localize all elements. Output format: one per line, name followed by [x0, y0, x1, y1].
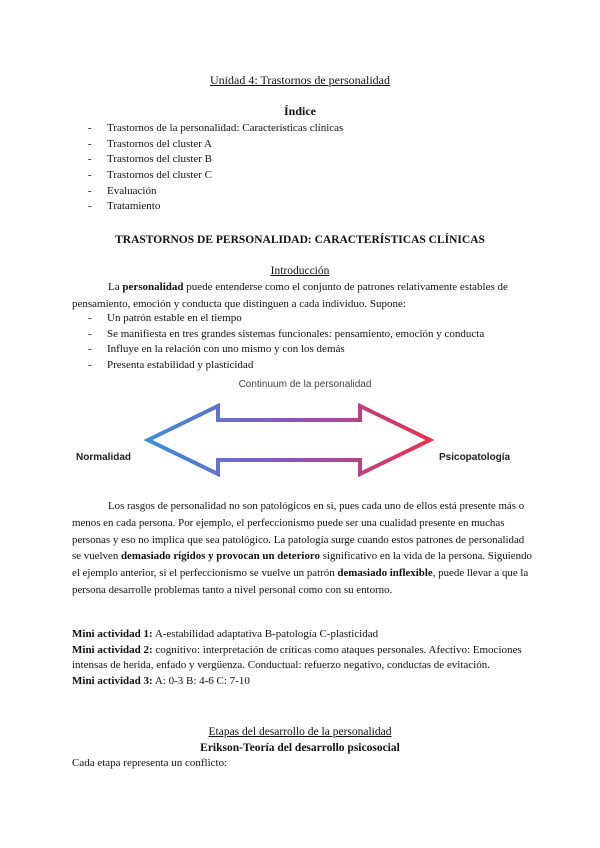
list-item: - Un patrón estable en el tiempo: [88, 312, 242, 324]
double-arrow-icon: [70, 375, 540, 490]
closing-text: Cada etapa representa un conflicto:: [72, 757, 228, 769]
intro-title: Introducción: [270, 265, 330, 277]
intro-paragraph: La personalidad puede entenderse como el conjunto de patrones relativamente estables de pensamiento, emoción y conducta que distinguen a cada individuo. Supone:: [72, 281, 508, 310]
list-item: - Trastornos del cluster B: [88, 153, 213, 166]
list-item: - Tratamiento: [88, 200, 161, 213]
list-item: - Evaluación: [88, 184, 157, 197]
stages-title: Etapas del desarrollo de la personalidad: [208, 726, 392, 738]
unit-title: Unidad 4: Trastornos de personalidad: [210, 73, 390, 87]
list-item: - Trastornos del cluster C: [88, 169, 213, 182]
psicopatologia-label: Psicopatología: [439, 452, 511, 463]
list-item: - Trastornos del cluster A: [88, 137, 213, 150]
mini-activity-1: Mini actividad 1: A-estabilidad adaptativa B-patología C-plasticidad: [72, 628, 379, 640]
traits-paragraph: Los rasgos de personalidad no son patológicos en sí, pues cada uno de ellos está presente más o menos en cada persona. Por ejemplo, el perfeccionismo puede ser una cualidad presente en muchas personas y eso no implica que sea patológico. La patología surge cuando estos patrones de personalidad se vuelven demasiado rígidos y provocan un deterioro significativo en la vida de la persona. Siguiendo el ejemplo anterior, si el perfeccionismo se vuelve un patrón demasiado inflexible, puede llevar a que la persona desarrolle problemas tanto a nivel personal como con su entorno.: [72, 500, 532, 596]
mini-activity-2: Mini actividad 2: cognitivo: interpretación de críticas como ataques personales. Afectivo: Emociones intensas de herida, enfado y vergüenza. Conductual: refuerzo negativo, conductas de evitación.: [72, 643, 522, 672]
normalidad-label: Normalidad: [76, 452, 132, 463]
index-title: Índice: [283, 104, 316, 118]
mini-activity-3: Mini actividad 3: A: 0-3 B: 4-6 C: 7-10: [72, 674, 250, 687]
list-item: - Se manifiesta en tres grandes sistemas funcionales: pensamiento, emoción y conducta: [88, 327, 485, 340]
index-list: [88, 121, 343, 215]
personality-continuum-diagram: [70, 375, 540, 490]
section-title: TRASTORNOS DE PERSONALIDAD: CARACTERÍSTICAS CLÍNICAS: [115, 234, 485, 246]
diagram-title: Continuum de la personalidad: [238, 379, 372, 390]
list-item: - Influye en la relación con uno mismo y con los demás: [88, 343, 345, 356]
mini-activities: [72, 627, 542, 689]
erikson-title: Erikson-Teoría del desarrollo psicosocial: [200, 742, 400, 754]
traits-list: [88, 311, 484, 374]
list-item: - Trastornos de la personalidad: Características clínicas: [88, 122, 344, 134]
list-item: - Presenta estabilidad y plasticidad: [88, 359, 254, 372]
